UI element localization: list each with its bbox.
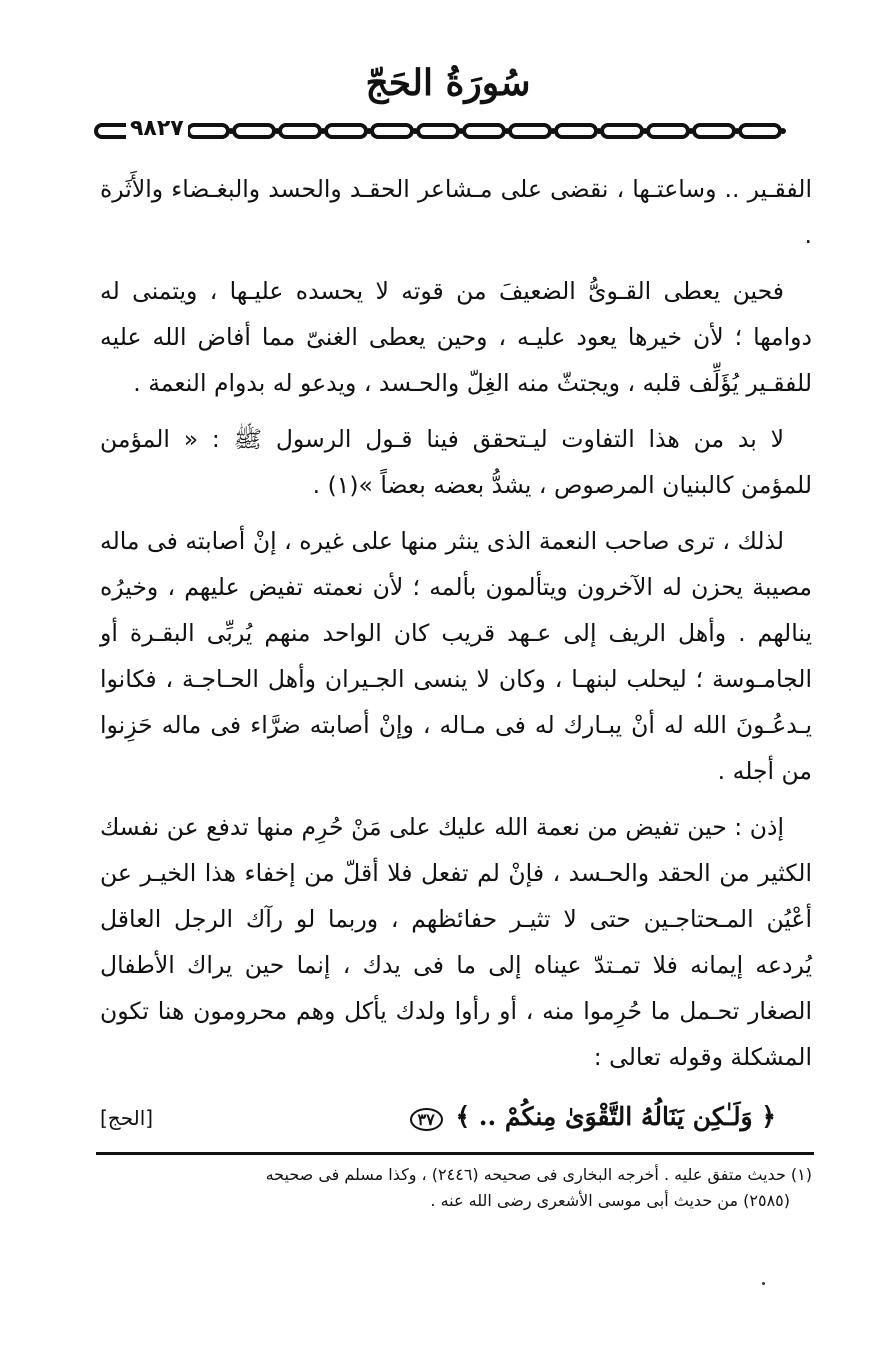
paragraph-2: فحين يعطى القـوىُّ الضعيفَ من قوته لا يحسده عليـها ، ويتمنى له دوامها ؛ لأن خيرها يعود عليـه ، وحين يعطى الغنىّ مما أفاض الله عليه للفقـير يُؤَلِّف قلبه ، ويجتثّ منه الغِلّ والحـسد ، ويدعو له بدوام النعمة . (100, 277, 812, 397)
footnote-divider (96, 1152, 814, 1155)
paragraph-3: لا بد من هذا التفاوت ليـتحقق فينا قـول الرسول ﷺ : « المؤمن للمؤمن كالبنيان المرصوص ، يشدُّ بعضه بعضاً »(١) . (100, 425, 812, 499)
ornament-link (556, 125, 596, 137)
scan-speck (762, 1282, 765, 1285)
quran-verse (406, 1102, 776, 1131)
ornament-link (326, 125, 366, 137)
ornament-link (280, 125, 320, 137)
footnote-1: (١) حديث متفق عليه . أخرجه البخارى فى صحيحه (٢٤٤٦) ، وكذا مسلم فى صحيحه (265, 1165, 812, 1184)
surah-title: سُورَةُ الحَجّ (365, 62, 531, 104)
ornament-chain-icon (92, 120, 812, 142)
ornament-link (188, 125, 228, 137)
ornament-link (694, 125, 734, 137)
ornament-link (234, 125, 274, 137)
paragraph-1: الفقـير .. وساعتـها ، نقضى على مـشاعر الحقـد والحسد والبغـضاء والأَثَرة . (100, 175, 812, 249)
ornament-link (648, 125, 688, 137)
ornament-link (602, 125, 642, 137)
page-number: ٩٨٢٧ (126, 116, 188, 141)
quran-verse-line (100, 1096, 812, 1142)
main-text (100, 166, 812, 1090)
ornament-link (372, 125, 412, 137)
surah-reference: [الحج] (100, 1106, 154, 1130)
footnote-1-continued: (٢٥٨٥) من حديث أبى موسى الأشعرى رضى الله عنه . (430, 1191, 790, 1210)
quran-verse-text: ﴿ وَلَـٰكِن يَنَالُهُ التَّقْوَىٰ مِنكُمْ .. ﴾ (455, 1102, 776, 1131)
ornament-dot (780, 128, 786, 134)
ornament-link (418, 125, 458, 137)
ornament-link (464, 125, 504, 137)
footnotes (100, 1162, 812, 1214)
ornament-link (510, 125, 550, 137)
paragraph-4: لذلك ، ترى صاحب النعمة الذى ينثر منها على غيره ، إنْ أصابته فى ماله مصيبة يحزن له الآخرون ويتألمون بألمه ؛ لأن نعمته تفيض عليهم ، وخيرُه ينالهم . وأهل الريف إلى عـهد قريب كان الواحد منهم يُربِّى البقـرة أو الجامـوسة ؛ ليحلب لبنهـا ، وكان لا ينسى الجـيران وأهل الحـاجـة ، فكانوا يـدعُـونَ الله له أنْ يبـارك له فى مـاله ، وإنْ أصابته ضرَّاء فى ماله حَزِنوا من أجله . (100, 527, 812, 785)
ornamental-header-band (92, 120, 812, 142)
paragraph-5: إذن : حين تفيض من نعمة الله عليك على مَنْ حُرِم منها تدفع عن نفسك الكثير من الحقد والحـسد ، فإنْ لم تفعل فلا أقلّ من إخفاء هذا الخيـر عن أعْيُن المـحتاجـين حتى لا تثيـر حفائظهم ، وربما لو رآك الرجل العاقل يُردعه إيمانه فلا تمـتدّ عيناه إلى ما فى يدك ، إنما حين يراك الأطفال الصغار تحـمل ما حُرِموا منه ، أو رأوا ولدك يأكل وهم محرومون هنا تكون المشكلة وقوله تعالى : (100, 813, 812, 1071)
ornament-link (740, 125, 780, 137)
verse-number: ٣٧ (410, 1108, 443, 1131)
